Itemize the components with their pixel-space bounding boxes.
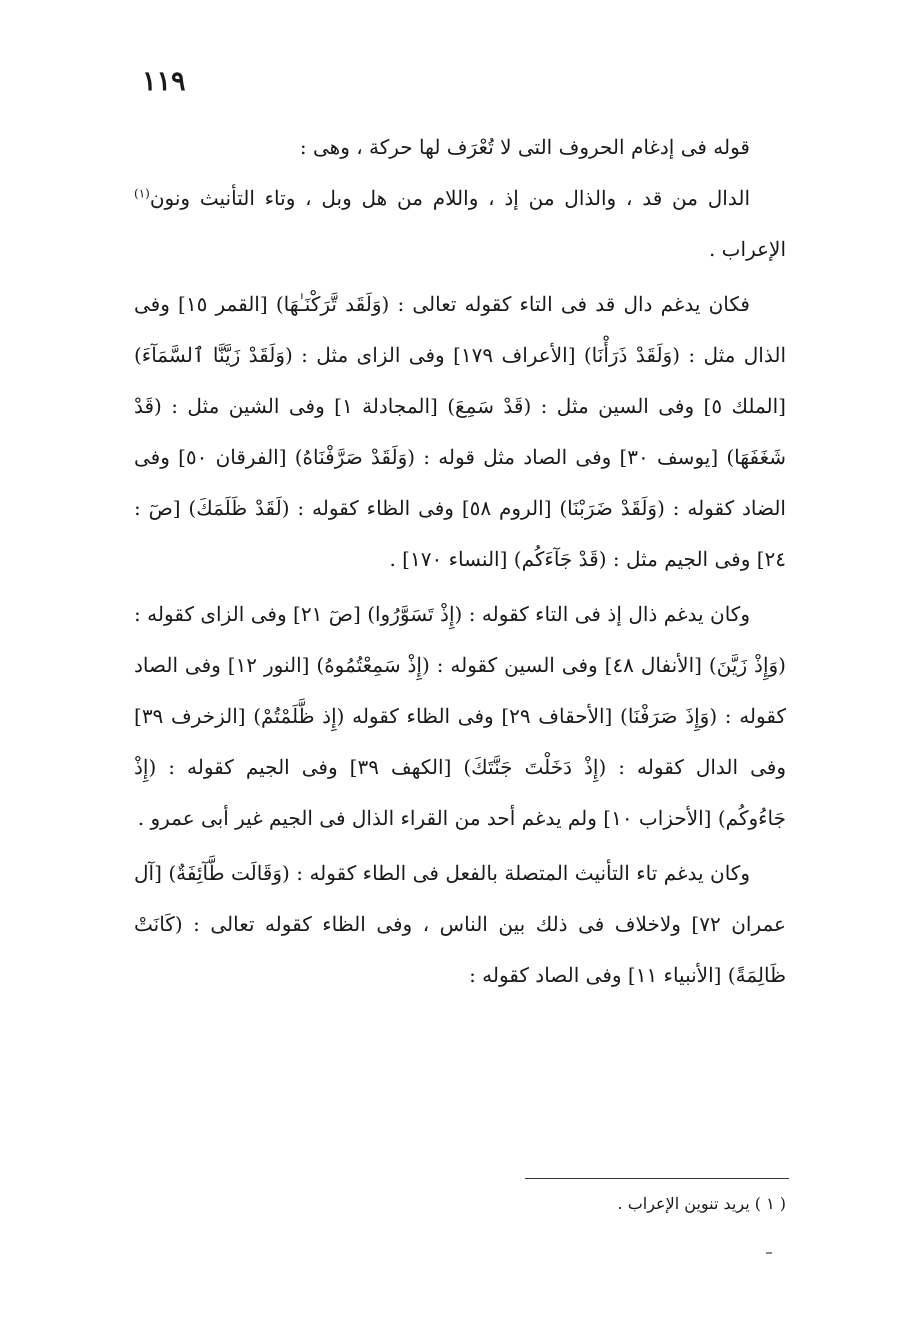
paragraph-dal-qad: فكان يدغم دال قد فى التاء كقوله تعالى : (وَلَقَد تَّرَكْنَـٰهَا) [القمر ١٥] وفى الذال مثل : (وَلَقَدْ ذَرَأْنَا) [الأعراف ١٧٩] وفى الزاى مثل : (وَلَقَدْ زَيَّنَّا ٱلسَّمَآءَ) [الملك ٥] وفى السين مثل : (قَدْ سَمِعَ) [المجادلة ١] وفى الشين مثل : (قَدْ شَغَفَهَا) [يوسف ٣٠] وفى الصاد مثل قوله : (وَلَقَدْ صَرَّفْنَاهُ) [الفرقان ٥٠] وفى الضاد كقوله : (وَلَقَدْ ضَرَبْنَا) [الروم ٥٨] وفى الظاء كقوله : (لَقَدْ ظَلَمَكَ) [صٓ : ٢٤] وفى الجيم مثل : (قَدْ جَآءَكُم) [النساء ١٧٠] .	[134, 292, 786, 571]
page-number: ١١٩	[142, 66, 186, 97]
paragraph-letters	[134, 173, 786, 275]
paragraph-letters-end: الإعراب .	[708, 237, 786, 261]
footnote-divider	[525, 1178, 789, 1179]
paragraph-dhal-idh: وكان يدغم ذال إذ فى التاء كقوله : (إِذْ تَسَوَّرُوا) [صٓ ٢١] وفى الزاى كقوله : (وَإِذْ زَيَّنَ) [الأنفال ٤٨] وفى السين كقوله : (إِذْ سَمِعْتُمُوهُ) [النور ١٢] وفى الصاد كقوله : (وَإِذَ صَرَفْنَا) [الأحقاف ٢٩] وفى الظاء كقوله (إِذ ظَّلَمْتُمْ) [الزخرف ٣٩] وفى الدال كقوله : (إِذْ دَخَلْتَ جَنَّتَكَ) [الكهف ٣٩] وفى الجيم كقوله : (إِذْ جَاءُوكُم) [الأحزاب ١٠] ولم يدغم أحد من القراء الذال فى الجيم غير أبى عمرو .	[134, 602, 786, 830]
body-text	[134, 122, 786, 1001]
nun-word: ونون	[149, 186, 191, 210]
scan-speck	[766, 1252, 772, 1254]
paragraph-letters-text: الدال من قد ، والذال من إذ ، واللام من هل وبل ، وتاء التأنيث	[199, 186, 751, 210]
footnote-reference: (١)	[134, 186, 150, 201]
paragraph-ta-tanith: وكان يدغم تاء التأنيث المتصلة بالفعل فى الطاء كقوله : (وَقَالَت طَّآئِفَةٌ) [آل عمران ٧٢] ولاخلاف فى ذلك بين الناس ، وفى الظاء كقوله تعالى : (كَانَتْ ظَالِمَةً) [الأنبياء ١١] وفى الصاد كقوله :	[134, 861, 786, 987]
paragraph-intro: قوله فى إدغام الحروف التى لا تُعْرَف لها حركة ، وهى :	[299, 135, 750, 159]
footnote: ( ١ ) يريد تنوين الإعراب .	[617, 1194, 786, 1213]
